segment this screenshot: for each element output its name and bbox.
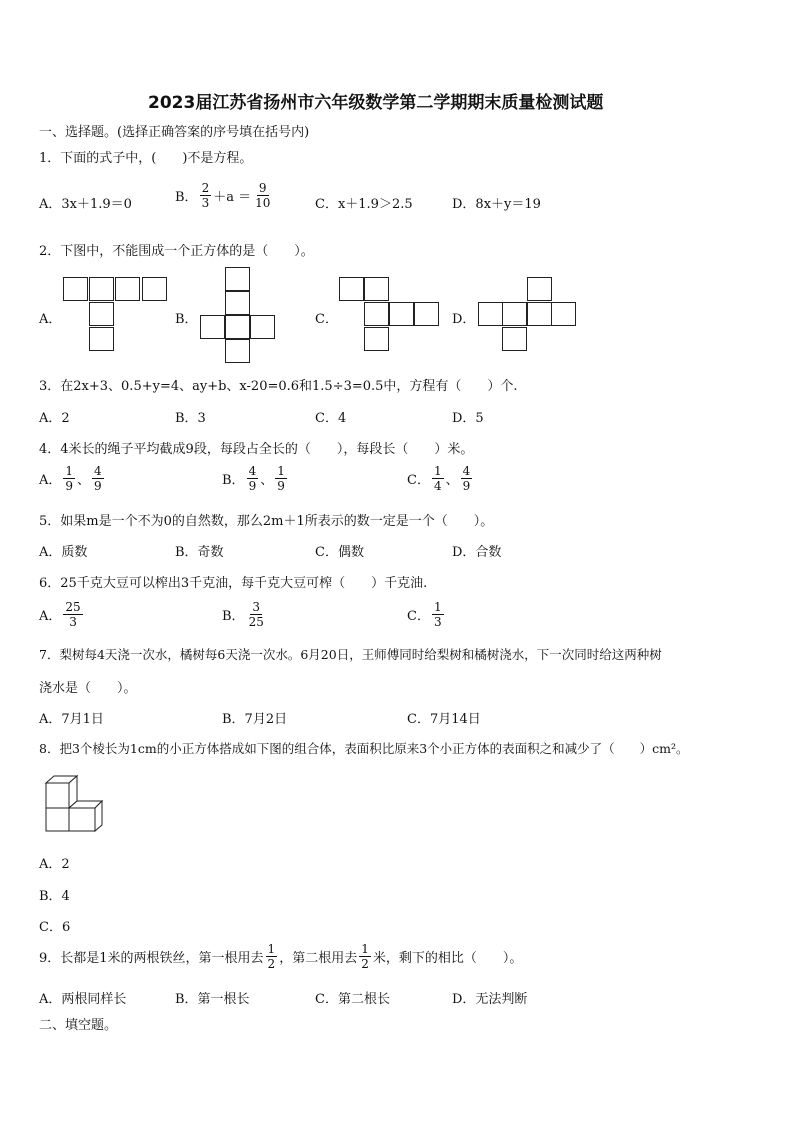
q6-option-b — [222, 600, 268, 629]
fraction-denominator: 2 — [267, 957, 276, 971]
fraction-denominator: 2 — [361, 957, 369, 971]
fraction — [275, 464, 287, 493]
net-square — [527, 277, 552, 301]
fraction-numerator: 1 — [433, 600, 442, 614]
q3-option-b: B．3 — [175, 411, 206, 426]
question-7-stem-line1: 7．梨树每4天浇一次水，橘树每6天浇一次水。6月20日，王师傅同时给梨树和橘树浇水，下一次同时给这两种树 — [39, 647, 662, 662]
section-heading-fill: 二、填空题。 — [39, 1018, 118, 1033]
net-square — [225, 339, 250, 363]
question-8-stem: 8．把3个棱长为1cm的小正方体搭成如下图的组合体，表面积比原来3个小正方体的表面积之和减少了（ ）cm²。 — [39, 741, 689, 756]
q8-option-a: A．2 — [39, 857, 70, 872]
net-square — [551, 302, 576, 326]
question-2-stem: 2．下图中，不能围成一个正方体的是（ ）。 — [39, 244, 314, 259]
option-label: C． — [407, 609, 430, 624]
net-square — [225, 315, 250, 339]
q1-option-b — [175, 181, 274, 210]
q7-option-b: B．7月2日 — [222, 712, 288, 727]
q9-text-1: 9．长都是1米的两根铁丝，第一根用去 — [39, 951, 264, 966]
net-square — [63, 277, 88, 301]
fraction — [247, 464, 259, 493]
separator: 、 — [260, 473, 274, 488]
net-square — [364, 327, 389, 351]
q1-option-c: C．x＋1.9＞2.5 — [315, 197, 413, 212]
separator: 、 — [445, 473, 459, 488]
fraction-denominator: 9 — [65, 479, 74, 493]
fraction-denominator: 3 — [201, 196, 210, 210]
q1-option-a: A．3x＋1.9＝0 — [39, 197, 132, 212]
fraction — [266, 942, 278, 971]
fraction-numerator: 2 — [201, 181, 210, 195]
question-1-stem: 1．下面的式子中，( )不是方程。 — [39, 151, 253, 166]
fraction-denominator: 3 — [69, 615, 77, 629]
q1-option-d: D．8x＋y＝19 — [452, 197, 541, 212]
q3-option-a: A．2 — [39, 411, 70, 426]
fraction — [359, 942, 371, 971]
net-square — [115, 277, 140, 301]
q4-option-a — [39, 464, 106, 493]
net-square — [89, 327, 114, 351]
net-square — [89, 302, 114, 326]
q9-option-d: D．无法判断 — [452, 992, 528, 1007]
q8-option-c: C．6 — [39, 920, 71, 935]
net-square — [364, 302, 389, 326]
q4-option-c — [407, 464, 474, 493]
fraction-numerator: 4 — [248, 464, 257, 478]
q9-text-2: ，第二根用去 — [279, 951, 358, 966]
question-4-stem: 4．4米长的绳子平均截成9段，每段占全长的（ ），每段长（ ）米。 — [39, 442, 474, 457]
fraction-denominator: 9 — [462, 479, 471, 493]
page-title: 2023届江苏省扬州市六年级数学第二学期期末质量检测试题 — [148, 93, 604, 113]
fraction-denominator: 9 — [94, 479, 102, 493]
q2-option-c: C． — [315, 312, 338, 327]
q5-option-c: C．偶数 — [315, 545, 364, 560]
net-square — [225, 267, 250, 291]
fraction — [432, 600, 444, 629]
net-square — [364, 277, 389, 301]
net-square — [414, 302, 439, 326]
q4-option-b — [222, 464, 289, 493]
fraction-denominator: 4 — [433, 479, 442, 493]
q5-option-b: B．奇数 — [175, 545, 224, 560]
q8-option-b: B．4 — [39, 889, 70, 904]
question-7-stem-line2: 浇水是（ ）。 — [39, 681, 137, 696]
fraction-numerator: 4 — [462, 464, 471, 478]
net-square — [339, 277, 364, 301]
fraction-denominator: 9 — [248, 479, 257, 493]
fraction-numerator: 1 — [361, 942, 369, 956]
q9-option-a: A．两根同样长 — [39, 992, 127, 1007]
option-label: A． — [39, 609, 62, 624]
q1-option-b-mid: ＋a ＝ — [213, 190, 252, 205]
question-6-stem: 6．25千克大豆可以榨出3千克油，每千克大豆可榨（ ）千克油. — [39, 576, 428, 591]
question-3-stem: 3．在2x+3、0.5+y=4、ay+b、x-20=0.6和1.5÷3=0.5中，方程有（ ）个. — [39, 379, 518, 394]
net-square — [502, 327, 527, 351]
fraction-numerator: 4 — [94, 464, 102, 478]
q2-option-a: A． — [39, 312, 62, 327]
separator: 、 — [77, 473, 91, 488]
fraction-numerator: 1 — [433, 464, 442, 478]
fraction-numerator: 1 — [65, 464, 74, 478]
q6-option-a — [39, 600, 85, 629]
option-label: B． — [222, 609, 245, 624]
fraction — [432, 464, 444, 493]
option-label: A． — [39, 473, 62, 488]
q2-option-d: D． — [452, 312, 476, 327]
fraction — [461, 464, 473, 493]
net-square — [389, 302, 414, 326]
q2-option-b: B． — [175, 312, 198, 327]
q3-option-c: C．4 — [315, 411, 347, 426]
q5-option-d: D．合数 — [452, 545, 502, 560]
net-square — [200, 315, 225, 339]
q1-fraction-2 — [253, 181, 272, 210]
cube-assembly-figure — [44, 773, 106, 833]
fraction — [63, 600, 82, 629]
q9-option-c: C．第二根长 — [315, 992, 390, 1007]
net-square — [250, 315, 275, 339]
net-square — [527, 302, 552, 326]
fraction — [247, 600, 266, 629]
q7-option-a: A．7月1日 — [39, 712, 104, 727]
fraction-denominator: 25 — [248, 615, 264, 629]
section-heading-choice: 一、选择题。(选择正确答案的序号填在括号内) — [39, 125, 310, 140]
question-5-stem: 5．如果m是一个不为0的自然数，那么2m＋1所表示的数一定是一个（ ）。 — [39, 514, 494, 529]
fraction-numerator: 3 — [252, 600, 261, 614]
q9-text-3: 米，剩下的相比（ ）。 — [372, 951, 523, 966]
q5-option-a: A．质数 — [39, 545, 88, 560]
q6-option-c — [407, 600, 446, 629]
net-square — [142, 277, 167, 301]
fraction-denominator: 10 — [255, 196, 271, 210]
q1-fraction-1 — [200, 181, 212, 210]
q7-option-c: C．7月14日 — [407, 712, 481, 727]
option-label: B． — [222, 473, 245, 488]
q9-option-b: B．第一根长 — [175, 992, 250, 1007]
fraction-denominator: 3 — [433, 615, 442, 629]
net-square — [502, 302, 527, 326]
net-square — [225, 291, 250, 315]
q3-option-d: D．5 — [452, 411, 484, 426]
fraction-numerator: 1 — [277, 464, 285, 478]
fraction — [92, 464, 104, 493]
question-9-stem — [39, 942, 522, 971]
q1-option-b-label: B． — [175, 190, 198, 205]
fraction-numerator: 25 — [65, 600, 81, 614]
fraction-denominator: 9 — [277, 479, 285, 493]
fraction — [63, 464, 75, 493]
net-square — [478, 302, 503, 326]
fraction-numerator: 1 — [267, 942, 276, 956]
option-label: C． — [407, 473, 430, 488]
net-square — [89, 277, 114, 301]
fraction-numerator: 9 — [258, 181, 267, 195]
